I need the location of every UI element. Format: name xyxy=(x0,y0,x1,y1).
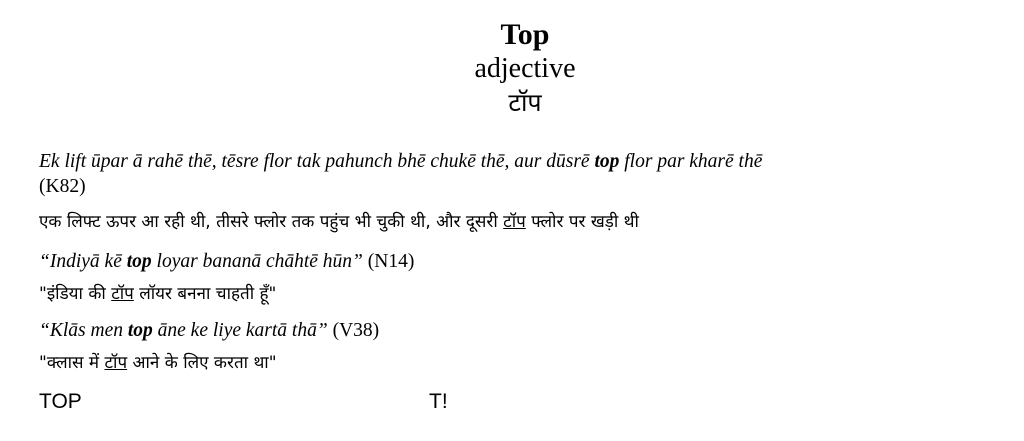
headword-devanagari: टॉप xyxy=(508,88,542,117)
example-1-source-line xyxy=(39,176,86,198)
headword: Top xyxy=(500,18,550,51)
translit-text: Ek lift ūpar ā rahē thē, tēsre flor tak pahunch bhē chukē thē, aur dūsrē xyxy=(39,151,595,172)
footer-right-label: T! xyxy=(429,390,448,413)
source-reference: (V38) xyxy=(332,320,380,341)
translit-text: “Indiyā kē xyxy=(39,251,127,272)
example-2-transliteration xyxy=(39,251,414,273)
hindi-text: "इंडिया की xyxy=(39,284,112,304)
example-3-hindi xyxy=(39,350,277,373)
hindi-text: एक लिफ्ट ऊपर आ रही थी, तीसरे फ्लोर तक पहुंच भी चुकी थी, और दूसरी xyxy=(39,212,504,232)
entry-header xyxy=(0,18,1024,120)
example-1-transliteration xyxy=(39,151,762,173)
translit-text: ” xyxy=(352,251,363,272)
translit-text: “Klās men xyxy=(39,320,128,341)
example-2-hindi xyxy=(39,281,276,304)
example-1-hindi xyxy=(39,209,639,232)
hindi-keyword: टॉप xyxy=(104,353,128,373)
translit-keyword: top xyxy=(594,151,620,172)
example-3-transliteration xyxy=(39,320,379,342)
hindi-keyword: टॉप xyxy=(503,212,526,232)
translit-text: loyar bananā chāhtē hūn xyxy=(151,251,353,272)
source-reference: (K82) xyxy=(39,176,86,197)
hindi-keyword: टॉप xyxy=(111,284,134,304)
hindi-text: "क्लास में xyxy=(39,353,105,373)
hindi-text: लॉयर बनना चाहती हूँ" xyxy=(133,284,277,304)
source-reference: (N14) xyxy=(367,251,415,272)
translit-text: ” xyxy=(316,320,328,341)
hindi-text: फ्लोर पर खड़ी थी xyxy=(525,212,639,232)
translit-text: flor par kharē thē xyxy=(619,151,763,172)
hindi-text: आने के लिए करता था" xyxy=(127,353,277,373)
footer-left-label: TOP xyxy=(39,390,82,413)
part-of-speech: adjective xyxy=(474,53,576,84)
translit-text: āne ke liye kartā thā xyxy=(152,320,317,341)
translit-keyword: top xyxy=(127,320,153,341)
translit-keyword: top xyxy=(126,251,152,272)
